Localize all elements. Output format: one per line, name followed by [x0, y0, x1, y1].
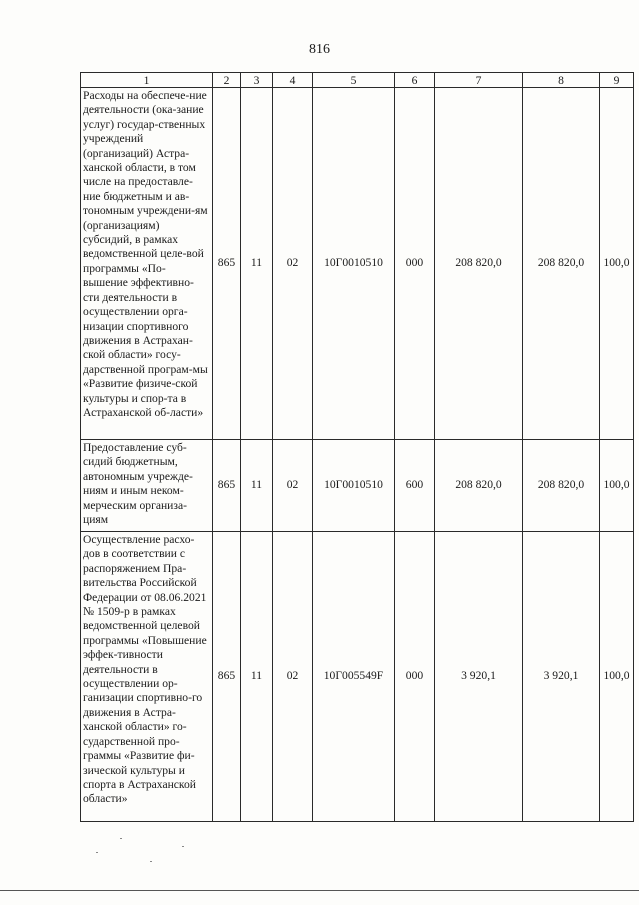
cell-target-article: 10Г0010510	[313, 440, 395, 532]
cell-expense-type: 000	[395, 88, 435, 440]
cell-ministry-code: 865	[213, 440, 241, 532]
header-cell: 5	[313, 73, 395, 88]
cell-subsection: 02	[273, 440, 313, 532]
table-header-row	[81, 73, 634, 88]
cell-target-article: 10Г0010510	[313, 88, 395, 440]
cell-amount-executed: 208 820,0	[523, 88, 600, 440]
cell-section: 11	[241, 88, 273, 440]
scan-noise	[150, 861, 152, 862]
cell-percent: 100,0	[600, 440, 634, 532]
table-row	[81, 440, 634, 532]
header-cell: 3	[241, 73, 273, 88]
scan-noise	[120, 838, 122, 839]
cell-expense-type: 600	[395, 440, 435, 532]
cell-amount-executed: 3 920,1	[523, 532, 600, 822]
header-cell: 4	[273, 73, 313, 88]
cell-target-article: 10Г005549F	[313, 532, 395, 822]
header-cell: 2	[213, 73, 241, 88]
page-number: 816	[309, 42, 330, 57]
cell-ministry-code: 865	[213, 532, 241, 822]
cell-amount-planned: 208 820,0	[435, 440, 523, 532]
header-cell: 9	[600, 73, 634, 88]
header-cell: 8	[523, 73, 600, 88]
header-cell: 6	[395, 73, 435, 88]
header-cell: 7	[435, 73, 523, 88]
cell-expense-type: 000	[395, 532, 435, 822]
row-description: Осуществление расхо-дов в соответствии с распоряжением Пра-вительства Российской Федерации от 08.06.2021 № 1509-р в рамках ведомственной целевой программы «Повышение эффек-тивности деятельности в осуществлении ор-ганизации спортивно-го движения в Астра-ханской области» го-сударственной про-граммы «Развитие фи-зической культуры и спорта в Астраханской области»	[81, 532, 213, 822]
cell-section: 11	[241, 440, 273, 532]
row-description: Предоставление суб-сидий бюджетным, автономным учрежде-ниям и иным неком-мерческим организа-циям	[81, 440, 213, 532]
scan-noise	[96, 852, 98, 853]
cell-amount-executed: 208 820,0	[523, 440, 600, 532]
header-cell: 1	[81, 73, 213, 88]
cell-percent: 100,0	[600, 88, 634, 440]
budget-table	[80, 72, 634, 822]
cell-subsection: 02	[273, 88, 313, 440]
row-description: Расходы на обеспече-ние деятельности (ока-зание услуг) государ-ственных учреждений (организаций) Астра-ханской области, в том числе на предоставле-ние бюджетным и ав-тономным учреждени-ям (организациям) субсидий, в рамках ведомственной целе-вой программы «По-вышение эффективно-сти деятельности в осуществлении орга-низации спортивного движения в Астрахан-ской области» госу-дарственной програм-мы «Развитие физиче-ской культуры и спор-та в Астраханской об-ласти»	[81, 88, 213, 440]
cell-amount-planned: 208 820,0	[435, 88, 523, 440]
page-bottom-edge	[0, 890, 639, 891]
cell-subsection: 02	[273, 532, 313, 822]
table-row	[81, 532, 634, 822]
cell-percent: 100,0	[600, 532, 634, 822]
cell-ministry-code: 865	[213, 88, 241, 440]
cell-section: 11	[241, 532, 273, 822]
scan-noise	[182, 846, 184, 847]
cell-amount-planned: 3 920,1	[435, 532, 523, 822]
table-row	[81, 88, 634, 440]
